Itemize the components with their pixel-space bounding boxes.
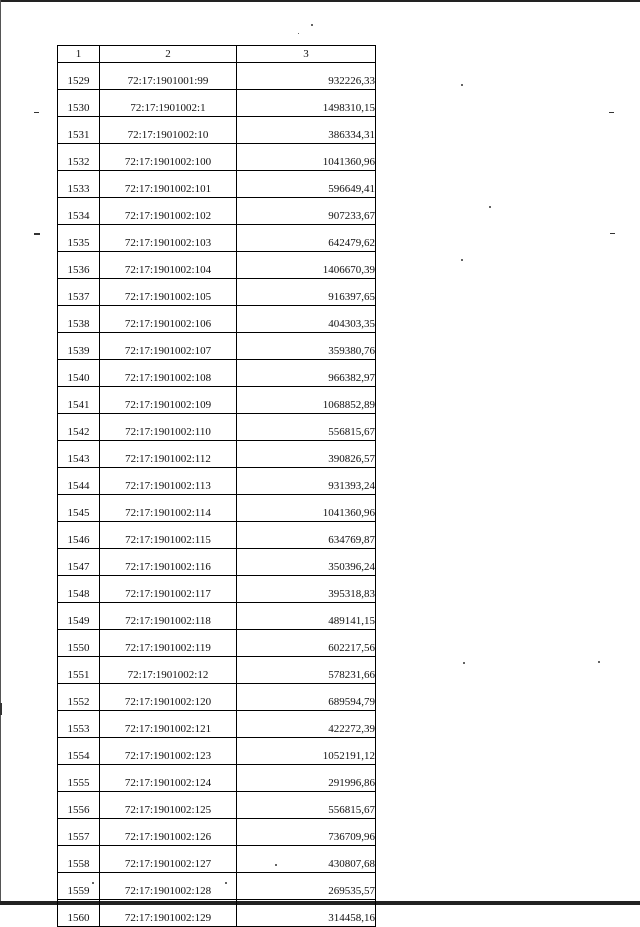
table-row bbox=[58, 549, 376, 576]
table-row bbox=[58, 360, 376, 387]
row-number-cell: 1541 bbox=[58, 387, 100, 414]
table-row bbox=[58, 225, 376, 252]
table-row bbox=[58, 414, 376, 441]
cadastral-value-cell: 907233,67 bbox=[237, 198, 376, 225]
row-number-cell: 1531 bbox=[58, 117, 100, 144]
cadastral-value-cell: 430807,68 bbox=[237, 846, 376, 873]
row-number-cell: 1543 bbox=[58, 441, 100, 468]
table-row bbox=[58, 792, 376, 819]
cadastral-number-cell: 72:17:1901002:123 bbox=[100, 738, 237, 765]
cadastral-value-cell: 291996,86 bbox=[237, 765, 376, 792]
row-number-cell: 1532 bbox=[58, 144, 100, 171]
row-number-cell: 1553 bbox=[58, 711, 100, 738]
row-number-cell: 1546 bbox=[58, 522, 100, 549]
row-number-cell: 1548 bbox=[58, 576, 100, 603]
cadastral-value-cell: 489141,15 bbox=[237, 603, 376, 630]
cadastral-number-cell: 72:17:1901002:101 bbox=[100, 171, 237, 198]
cadastral-number-cell: 72:17:1901002:107 bbox=[100, 333, 237, 360]
table-row bbox=[58, 900, 376, 927]
cadastral-value-cell: 350396,24 bbox=[237, 549, 376, 576]
cadastral-value-cell: 1498310,15 bbox=[237, 90, 376, 117]
cadastral-value-cell: 269535,57 bbox=[237, 873, 376, 900]
row-number-cell: 1559 bbox=[58, 873, 100, 900]
cadastral-value-cell: 422272,39 bbox=[237, 711, 376, 738]
table-row bbox=[58, 522, 376, 549]
table-row bbox=[58, 63, 376, 90]
cadastral-number-cell: 72:17:1901002:108 bbox=[100, 360, 237, 387]
cadastral-number-cell: 72:17:1901002:124 bbox=[100, 765, 237, 792]
cadastral-number-cell: 72:17:1901002:100 bbox=[100, 144, 237, 171]
cadastral-value-cell: 314458,16 bbox=[237, 900, 376, 927]
row-number-cell: 1535 bbox=[58, 225, 100, 252]
header-cell-col1: 1 bbox=[58, 46, 100, 63]
table-row bbox=[58, 657, 376, 684]
scan-speck bbox=[225, 882, 227, 884]
cadastral-number-cell: 72:17:1901002:106 bbox=[100, 306, 237, 333]
cadastral-number-cell: 72:17:1901002:114 bbox=[100, 495, 237, 522]
row-number-cell: 1557 bbox=[58, 819, 100, 846]
scan-speck bbox=[275, 864, 277, 866]
cadastral-value-cell: 1052191,12 bbox=[237, 738, 376, 765]
cadastral-value-cell: 1041360,96 bbox=[237, 495, 376, 522]
scan-speck bbox=[298, 33, 299, 34]
cadastral-value-cell: 642479,62 bbox=[237, 225, 376, 252]
scan-speck bbox=[34, 112, 39, 113]
scan-speck bbox=[489, 206, 491, 208]
row-number-cell: 1533 bbox=[58, 171, 100, 198]
cadastral-number-cell: 72:17:1901002:121 bbox=[100, 711, 237, 738]
table-row bbox=[58, 711, 376, 738]
cadastral-number-cell: 72:17:1901002:126 bbox=[100, 819, 237, 846]
cadastral-number-cell: 72:17:1901002:12 bbox=[100, 657, 237, 684]
row-number-cell: 1555 bbox=[58, 765, 100, 792]
cadastral-value-cell: 689594,79 bbox=[237, 684, 376, 711]
cadastral-value-cell: 736709,96 bbox=[237, 819, 376, 846]
cadastral-number-cell: 72:17:1901002:125 bbox=[100, 792, 237, 819]
cadastral-value-cell: 602217,56 bbox=[237, 630, 376, 657]
cadastral-value-cell: 578231,66 bbox=[237, 657, 376, 684]
row-number-cell: 1536 bbox=[58, 252, 100, 279]
cadastral-value-table bbox=[57, 45, 376, 927]
scan-top-edge bbox=[0, 0, 640, 2]
table-row bbox=[58, 576, 376, 603]
scan-speck bbox=[34, 233, 40, 235]
cadastral-number-cell: 72:17:1901002:128 bbox=[100, 873, 237, 900]
cadastral-value-cell: 1406670,39 bbox=[237, 252, 376, 279]
row-number-cell: 1545 bbox=[58, 495, 100, 522]
cadastral-number-cell: 72:17:1901002:110 bbox=[100, 414, 237, 441]
cadastral-value-cell: 932226,33 bbox=[237, 63, 376, 90]
table-row bbox=[58, 684, 376, 711]
table-row bbox=[58, 765, 376, 792]
table-row bbox=[58, 630, 376, 657]
cadastral-value-cell: 556815,67 bbox=[237, 414, 376, 441]
scan-speck bbox=[92, 882, 94, 884]
cadastral-number-cell: 72:17:1901002:1 bbox=[100, 90, 237, 117]
scan-speck bbox=[0, 703, 2, 715]
table-row bbox=[58, 441, 376, 468]
cadastral-value-cell: 390826,57 bbox=[237, 441, 376, 468]
row-number-cell: 1538 bbox=[58, 306, 100, 333]
table-row bbox=[58, 279, 376, 306]
header-cell-col3: 3 bbox=[237, 46, 376, 63]
scan-speck bbox=[461, 259, 463, 261]
row-number-cell: 1554 bbox=[58, 738, 100, 765]
cadastral-number-cell: 72:17:1901002:112 bbox=[100, 441, 237, 468]
cadastral-number-cell: 72:17:1901002:120 bbox=[100, 684, 237, 711]
scan-speck bbox=[311, 24, 313, 26]
row-number-cell: 1544 bbox=[58, 468, 100, 495]
scan-speck bbox=[609, 112, 614, 113]
cadastral-value-cell: 916397,65 bbox=[237, 279, 376, 306]
cadastral-number-cell: 72:17:1901002:116 bbox=[100, 549, 237, 576]
cadastral-number-cell: 72:17:1901001:99 bbox=[100, 63, 237, 90]
row-number-cell: 1552 bbox=[58, 684, 100, 711]
row-number-cell: 1530 bbox=[58, 90, 100, 117]
row-number-cell: 1550 bbox=[58, 630, 100, 657]
table-row bbox=[58, 306, 376, 333]
row-number-cell: 1549 bbox=[58, 603, 100, 630]
row-number-cell: 1551 bbox=[58, 657, 100, 684]
row-number-cell: 1560 bbox=[58, 900, 100, 927]
table-row bbox=[58, 333, 376, 360]
cadastral-value-cell: 386334,31 bbox=[237, 117, 376, 144]
table-row bbox=[58, 846, 376, 873]
cadastral-number-cell: 72:17:1901002:104 bbox=[100, 252, 237, 279]
cadastral-value-cell: 404303,35 bbox=[237, 306, 376, 333]
scan-left-edge bbox=[0, 0, 1, 905]
row-number-cell: 1539 bbox=[58, 333, 100, 360]
scan-speck bbox=[598, 661, 600, 663]
cadastral-value-cell: 395318,83 bbox=[237, 576, 376, 603]
cadastral-value-cell: 596649,41 bbox=[237, 171, 376, 198]
header-row bbox=[58, 46, 376, 63]
cadastral-number-cell: 72:17:1901002:105 bbox=[100, 279, 237, 306]
cadastral-value-cell: 966382,97 bbox=[237, 360, 376, 387]
cadastral-number-cell: 72:17:1901002:127 bbox=[100, 846, 237, 873]
cadastral-number-cell: 72:17:1901002:118 bbox=[100, 603, 237, 630]
cadastral-value-cell: 1068852,89 bbox=[237, 387, 376, 414]
cadastral-value-cell: 931393,24 bbox=[237, 468, 376, 495]
table-row bbox=[58, 171, 376, 198]
cadastral-number-cell: 72:17:1901002:119 bbox=[100, 630, 237, 657]
table-row bbox=[58, 873, 376, 900]
table-row bbox=[58, 468, 376, 495]
scan-speck bbox=[461, 84, 463, 86]
table-body bbox=[58, 63, 376, 927]
table-row bbox=[58, 117, 376, 144]
cadastral-value-cell: 1041360,96 bbox=[237, 144, 376, 171]
cadastral-number-cell: 72:17:1901002:113 bbox=[100, 468, 237, 495]
cadastral-number-cell: 72:17:1901002:129 bbox=[100, 900, 237, 927]
table-row bbox=[58, 603, 376, 630]
table-row bbox=[58, 495, 376, 522]
table-row bbox=[58, 819, 376, 846]
cadastral-value-cell: 359380,76 bbox=[237, 333, 376, 360]
table-row bbox=[58, 198, 376, 225]
table-row bbox=[58, 252, 376, 279]
table-row bbox=[58, 144, 376, 171]
scan-speck bbox=[610, 233, 615, 234]
cadastral-number-cell: 72:17:1901002:109 bbox=[100, 387, 237, 414]
cadastral-number-cell: 72:17:1901002:103 bbox=[100, 225, 237, 252]
row-number-cell: 1529 bbox=[58, 63, 100, 90]
cadastral-number-cell: 72:17:1901002:10 bbox=[100, 117, 237, 144]
row-number-cell: 1558 bbox=[58, 846, 100, 873]
table-row bbox=[58, 90, 376, 117]
row-number-cell: 1556 bbox=[58, 792, 100, 819]
header-cell-col2: 2 bbox=[100, 46, 237, 63]
row-number-cell: 1547 bbox=[58, 549, 100, 576]
cadastral-number-cell: 72:17:1901002:102 bbox=[100, 198, 237, 225]
table-row bbox=[58, 738, 376, 765]
scan-speck bbox=[463, 662, 465, 664]
cadastral-value-cell: 556815,67 bbox=[237, 792, 376, 819]
table-row bbox=[58, 387, 376, 414]
row-number-cell: 1537 bbox=[58, 279, 100, 306]
cadastral-value-cell: 634769,87 bbox=[237, 522, 376, 549]
row-number-cell: 1542 bbox=[58, 414, 100, 441]
cadastral-number-cell: 72:17:1901002:115 bbox=[100, 522, 237, 549]
cadastral-number-cell: 72:17:1901002:117 bbox=[100, 576, 237, 603]
table-header bbox=[58, 46, 376, 63]
row-number-cell: 1534 bbox=[58, 198, 100, 225]
row-number-cell: 1540 bbox=[58, 360, 100, 387]
